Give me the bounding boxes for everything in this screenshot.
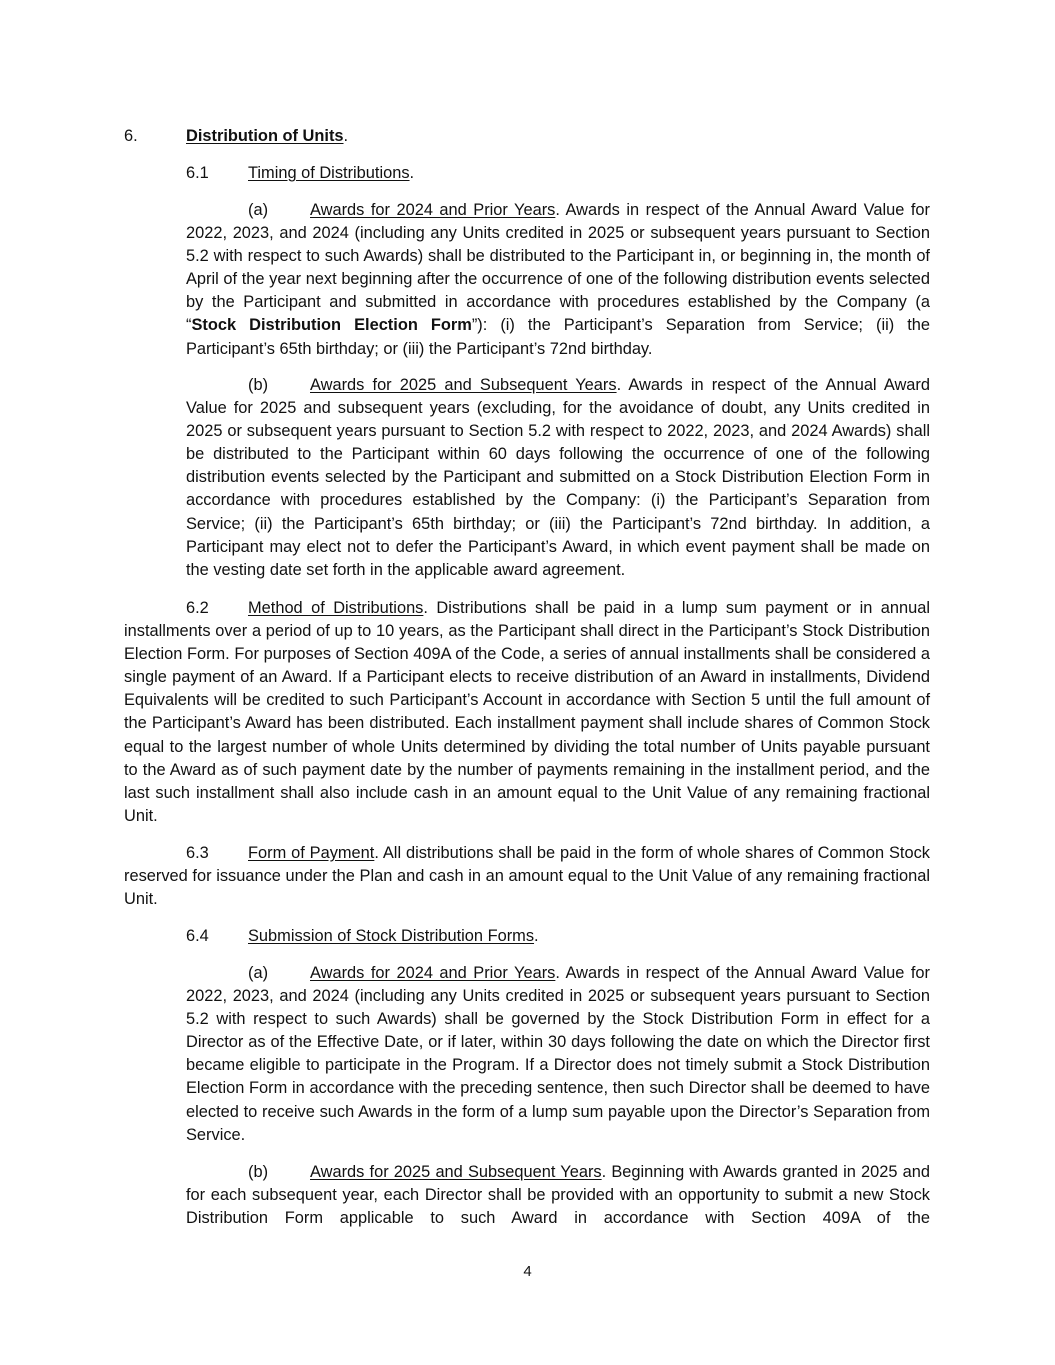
subsection-title: Submission of Stock Distribution Forms <box>248 927 535 945</box>
clause-text-continued: ”): (i) the Participant’s Separation from Service; (ii) the Participant’s 65th birthday; or (iii) the Participant’s 72nd birthday. <box>186 316 931 358</box>
subsection-text: . All distributions shall be paid in the form of whole shares of Common Stock reserved for issuance under the Plan and cash in an amount equal to the Unit Value of any remaining fractional Unit. <box>124 844 930 909</box>
section-title-period: . <box>343 127 349 145</box>
clause-heading: Awards for 2025 and Subsequent Years <box>310 376 617 394</box>
subsection-number: 6.1 <box>186 164 209 182</box>
section-title: Distribution of Units <box>186 127 344 145</box>
section-number: 6. <box>124 127 138 145</box>
subsection-6-1-heading <box>186 162 930 185</box>
clause-text: . Beginning with Awards granted in 2025 and for each subsequent year, each Director shall be provided with an opportunity to submit a new Stock Distribution Form applicable to such Award in accordance with Section 409A of the <box>186 1163 930 1228</box>
subsection-heading: Form of Payment <box>248 844 375 862</box>
subsection-number: 6.3 <box>186 844 209 862</box>
paragraph-6-1-b <box>186 374 930 582</box>
clause-text: . Awards in respect of the Annual Award Value for 2025 and subsequent years (excluding, for the avoidance of doubt, any Units credited in 2025 or subsequent years pursuant to Section 5.2 with respect to 2022, 2023, and 2024 Awards) shall be distributed to the Participant within 60 days following the occurrence of one of the following distribution events selected by the Participant and submitted on a Stock Distribution Election Form in accordance with procedures established by the Company: (i) the Participant’s Separation from Service; (ii) the Participant’s 65th birthday; or (iii) the Participant’s 72nd birthday. In addition, a Participant may elect not to defer the Participant’s Award, in which event payment shall be made on the vesting date set forth in the applicable award agreement. <box>186 376 930 579</box>
clause-heading: Awards for 2024 and Prior Years <box>310 201 556 219</box>
subsection-6-4-heading <box>186 925 930 948</box>
clause-text: . Awards in respect of the Annual Award Value for 2022, 2023, and 2024 (including any Units credited in 2025 or subsequent years pursuant to Section 5.2 with respect to such Awards) shall be governed by the Stock Distribution Form in effect for a Director as of the Effective Date, or if later, within 30 days following the date on which the Director first became eligible to participate in the Program. If a Director does not timely submit a Stock Distribution Election Form in accordance with the preceding sentence, then such Director shall be deemed to have elected to receive such Awards in the form of a lump sum payable upon the Director’s Separation from Service. <box>186 964 930 1144</box>
clause-label: (a) <box>248 964 269 982</box>
subsection-text: . Distributions shall be paid in a lump sum payment or in annual installments over a period of up to 10 years, as the Participant shall direct in the Participant’s Stock Distribution Election Form. For purposes of Section 409A of the Code, a series of annual installments shall be considered a single payment of an Award. If a Participant elects to receive distribution of an Award in installments, Dividend Equivalents will be credited to such Participant’s Account in accordance with Section 5 until the full amount of the Participant’s Award has been distributed. Each installment payment shall include shares of Common Stock equal to the largest number of whole Units determined by dividing the total number of Units payable pursuant to the Award as of such payment date by the number of payments remaining in the installment period, and the last such installment shall also include cash in an amount equal to the Unit Value of any remaining fractional Unit. <box>124 599 930 825</box>
clause-label: (b) <box>248 1163 269 1181</box>
subsection-number: 6.2 <box>186 599 209 617</box>
section-6-heading <box>124 125 930 148</box>
subsection-number: 6.4 <box>186 927 209 945</box>
subsection-title: Timing of Distributions <box>248 164 410 182</box>
defined-term: Stock Distribution Election Form <box>191 316 472 335</box>
page-number: 4 <box>523 1263 532 1280</box>
subsection-title-period: . <box>409 164 415 182</box>
paragraph-6-4-b <box>186 1161 930 1230</box>
clause-heading: Awards for 2025 and Subsequent Years <box>310 1163 602 1181</box>
clause-heading: Awards for 2024 and Prior Years <box>310 964 556 982</box>
paragraph-6-2 <box>124 597 930 828</box>
paragraph-6-1-a <box>186 199 930 361</box>
clause-label: (a) <box>248 201 269 219</box>
subsection-heading: Method of Distributions <box>248 599 424 617</box>
subsection-title-period: . <box>534 927 539 945</box>
paragraph-6-3 <box>124 842 930 911</box>
paragraph-6-4-a <box>186 962 930 1147</box>
clause-text: . Awards in respect of the Annual Award Value for 2022, 2023, and 2024 (including any Units credited in 2025 or subsequent years pursuant to Section 5.2 with respect to such Awards) shall be distributed to the Participant in, or beginning in, the month of April of the year next beginning after the occurrence of one of the following distribution events selected by the Participant and submitted in accordance with procedures established by the Company (a “ <box>186 201 930 335</box>
clause-label: (b) <box>248 376 269 394</box>
